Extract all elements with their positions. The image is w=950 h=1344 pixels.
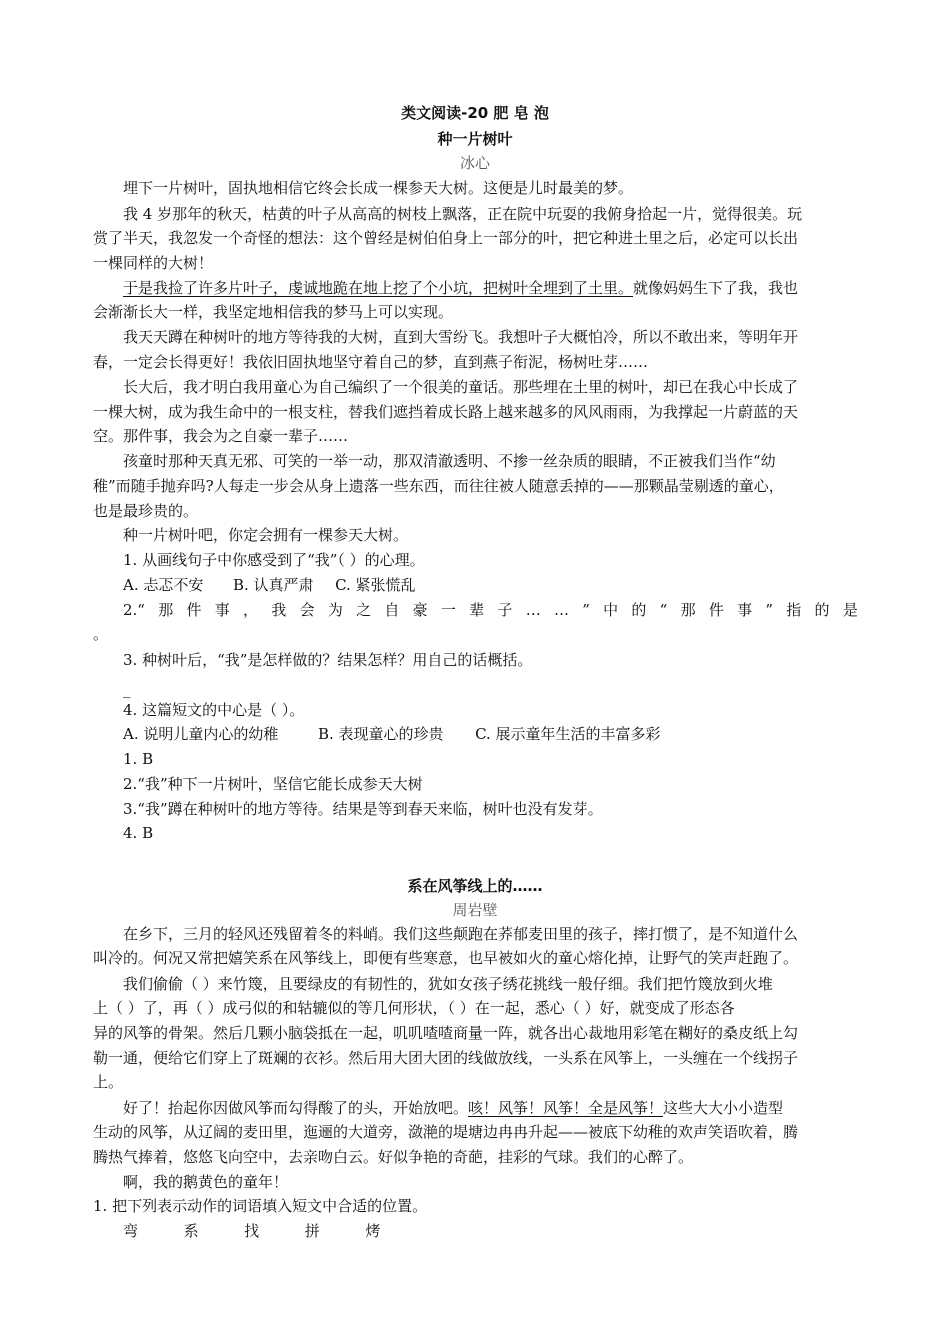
paragraph-text: 就像妈妈生下了我，我也 bbox=[633, 279, 799, 297]
paragraph: 啊，我的鹅黄色的童年！ bbox=[123, 1173, 289, 1191]
paragraph-line: 勒一通，便给它们穿上了斑斓的衣衫。然后用大团大团的线做放线，一头系在风筝上，一头缠在一个线拐子 bbox=[93, 1049, 799, 1067]
question-2-1: 1. 把下列表示动作的词语填入短文中合适的位置。 bbox=[93, 1197, 428, 1215]
article2-title: 系在风筝线上的…… bbox=[407, 877, 543, 895]
paragraph-line bbox=[123, 278, 798, 298]
answer-4: 4. B bbox=[123, 824, 154, 842]
paragraph-line: 我们偷偷（ ）来竹篾，且要绿皮的有韧性的，犹如女孩子绣花挑线一般仔细。我们把竹篾放到火堆 bbox=[123, 975, 773, 993]
paragraph-line: 在乡下，三月的轻风还残留着冬的料峭。我们这些颠跑在荞郁麦田里的孩子，摔打惯了，是不知道什么 bbox=[123, 925, 799, 943]
paragraph-line: 长大后，我才明白我用童心为自己编织了一个很美的童话。那些埋在土里的树叶，却已在我心中长成了 bbox=[123, 378, 799, 396]
paragraph-line: 我 4 岁那年的秋天，枯黄的叶子从高高的树枝上飘落，正在院中玩耍的我俯身拾起一片，觉得很美。玩 bbox=[123, 205, 803, 223]
paragraph-line: 上。 bbox=[93, 1073, 124, 1091]
paragraph-line: 异的风筝的骨架。然后几颗小脑袋抵在一起，叽叽喳喳商量一阵，就各出心裁地用彩笔在糊好的桑皮纸上勾 bbox=[93, 1024, 799, 1042]
question-3-blank: _ bbox=[123, 680, 131, 698]
option-a: A. 说明儿童内心的幼稚 bbox=[123, 725, 279, 743]
answer-3: 3.“我”蹲在种树叶的地方等待。结果是等到春天来临，树叶也没有发芽。 bbox=[123, 800, 603, 818]
word: 找 bbox=[244, 1222, 260, 1240]
paragraph: 埋下一片树叶，固执地相信它终会长成一棵参天大树。这便是儿时最美的梦。 bbox=[123, 179, 634, 197]
option-a: A. 忐忑不安 bbox=[123, 576, 204, 594]
underlined-sentence: 咳！风筝！风筝！全是风筝！ bbox=[468, 1099, 664, 1117]
question-1: 1. 从画线句子中你感受到了“我”（ ）的心理。 bbox=[123, 551, 425, 569]
paragraph-line: 上（ ）了，再（ ）成弓似的和轱辘似的等几何形状，（ ）在一起，悉心（ ）好，就变成了形态各 bbox=[93, 999, 735, 1017]
question-2-end: 。 bbox=[93, 625, 109, 643]
paragraph-line: 孩童时那种天真无邪、可笑的一举一动，那双清澈透明、不掺一丝杂质的眼睛，不正被我们当作“幼 bbox=[123, 452, 776, 470]
option-c: C. 紧张慌乱 bbox=[335, 576, 416, 594]
word: 拼 bbox=[304, 1222, 320, 1240]
question-4: 4. 这篇短文的中心是（ ）。 bbox=[123, 701, 305, 719]
paragraph-line: 叫冷的。何况又常把嬉笑系在风筝线上，即便有些寒意，也早被如火的童心熔化掉，让野气的笑声赶跑了。 bbox=[93, 949, 799, 967]
article1-author: 冰心 bbox=[459, 154, 490, 172]
paragraph-line: 腾热气捧着，悠悠飞向空中，去亲吻白云。好似争艳的奇葩，挂彩的气球。我们的心醉了。 bbox=[93, 1148, 694, 1166]
paragraph-line: 也是最珍贵的。 bbox=[93, 502, 199, 520]
option-b: B. 认真严肃 bbox=[232, 576, 314, 594]
paragraph-line: 会渐渐长大一样，我坚定地相信我的梦马上可以实现。 bbox=[93, 303, 454, 321]
underlined-sentence: 于是我捡了许多片叶子，虔诚地跪在地上挖了个小坑，把树叶全埋到了土里。 bbox=[123, 279, 634, 297]
question-3: 3. 种树叶后，“我”是怎样做的？结果怎样？用自己的话概括。 bbox=[123, 651, 533, 669]
answer-1: 1. B bbox=[123, 750, 154, 768]
paragraph-line: 一棵同样的大树！ bbox=[93, 254, 214, 272]
word: 系 bbox=[183, 1222, 199, 1240]
question-4-options bbox=[123, 724, 661, 744]
paragraph-line: 稚”而随手抛弃吗?人每走一步会从身上遗落一些东西，而往往被人随意丢掉的——那颗晶莹剔透的童心， bbox=[93, 477, 784, 495]
question-2: 2.“ 那 件 事 ， 我 会 为 之 自 豪 一 辈 子 … … ” 中 的 “ 那 件 事 ” 指 的 是 bbox=[123, 601, 858, 619]
paragraph-line: 生动的风筝，从辽阔的麦田里，迤逦的大道旁，潋滟的堤塘边冉冉升起——被底下幼稚的欢声笑语吹着，腾 bbox=[93, 1123, 799, 1141]
page-title: 类文阅读-20 肥 皂 泡 bbox=[401, 104, 549, 122]
paragraph-line: 一棵大树，成为我生命中的一根支柱，替我们遮挡着成长路上越来越多的风风雨雨，为我撑起一片蔚蓝的天 bbox=[93, 403, 799, 421]
paragraph-text: 这些大大小小造型 bbox=[663, 1099, 784, 1117]
option-b: B. 表现童心的珍贵 bbox=[317, 725, 444, 743]
answer-2: 2.“我”种下一片树叶，坚信它能长成参天大树 bbox=[123, 775, 423, 793]
article1-title: 种一片树叶 bbox=[437, 130, 513, 148]
option-c: C. 展示童年生活的丰富多彩 bbox=[475, 725, 661, 743]
question-1-options bbox=[123, 575, 416, 595]
article2-author: 周岩壁 bbox=[452, 901, 498, 919]
paragraph-line bbox=[123, 1098, 783, 1118]
paragraph-text: 好了！抬起你因做风筝而勾得酸了的头，开始放吧。 bbox=[123, 1099, 469, 1117]
word: 弯 bbox=[123, 1222, 139, 1240]
word: 烤 bbox=[365, 1222, 381, 1240]
paragraph-line: 赏了半天，我忽发一个奇怪的想法：这个曾经是树伯伯身上一部分的叶，把它种进土里之后，必定可以长出 bbox=[93, 229, 799, 247]
word-bank bbox=[123, 1221, 380, 1241]
paragraph-line: 春，一定会长得更好！我依旧固执地坚守着自己的梦，直到燕子衔泥，杨树吐芽…… bbox=[93, 353, 649, 371]
paragraph-line: 我天天蹲在种树叶的地方等待我的大树，直到大雪纷飞。我想叶子大概怕冷，所以不敢出来，等明年开 bbox=[123, 328, 799, 346]
paragraph-line: 空。那件事，我会为之自豪一辈子…… bbox=[93, 427, 349, 445]
paragraph: 种一片树叶吧，你定会拥有一棵参天大树。 bbox=[123, 526, 409, 544]
